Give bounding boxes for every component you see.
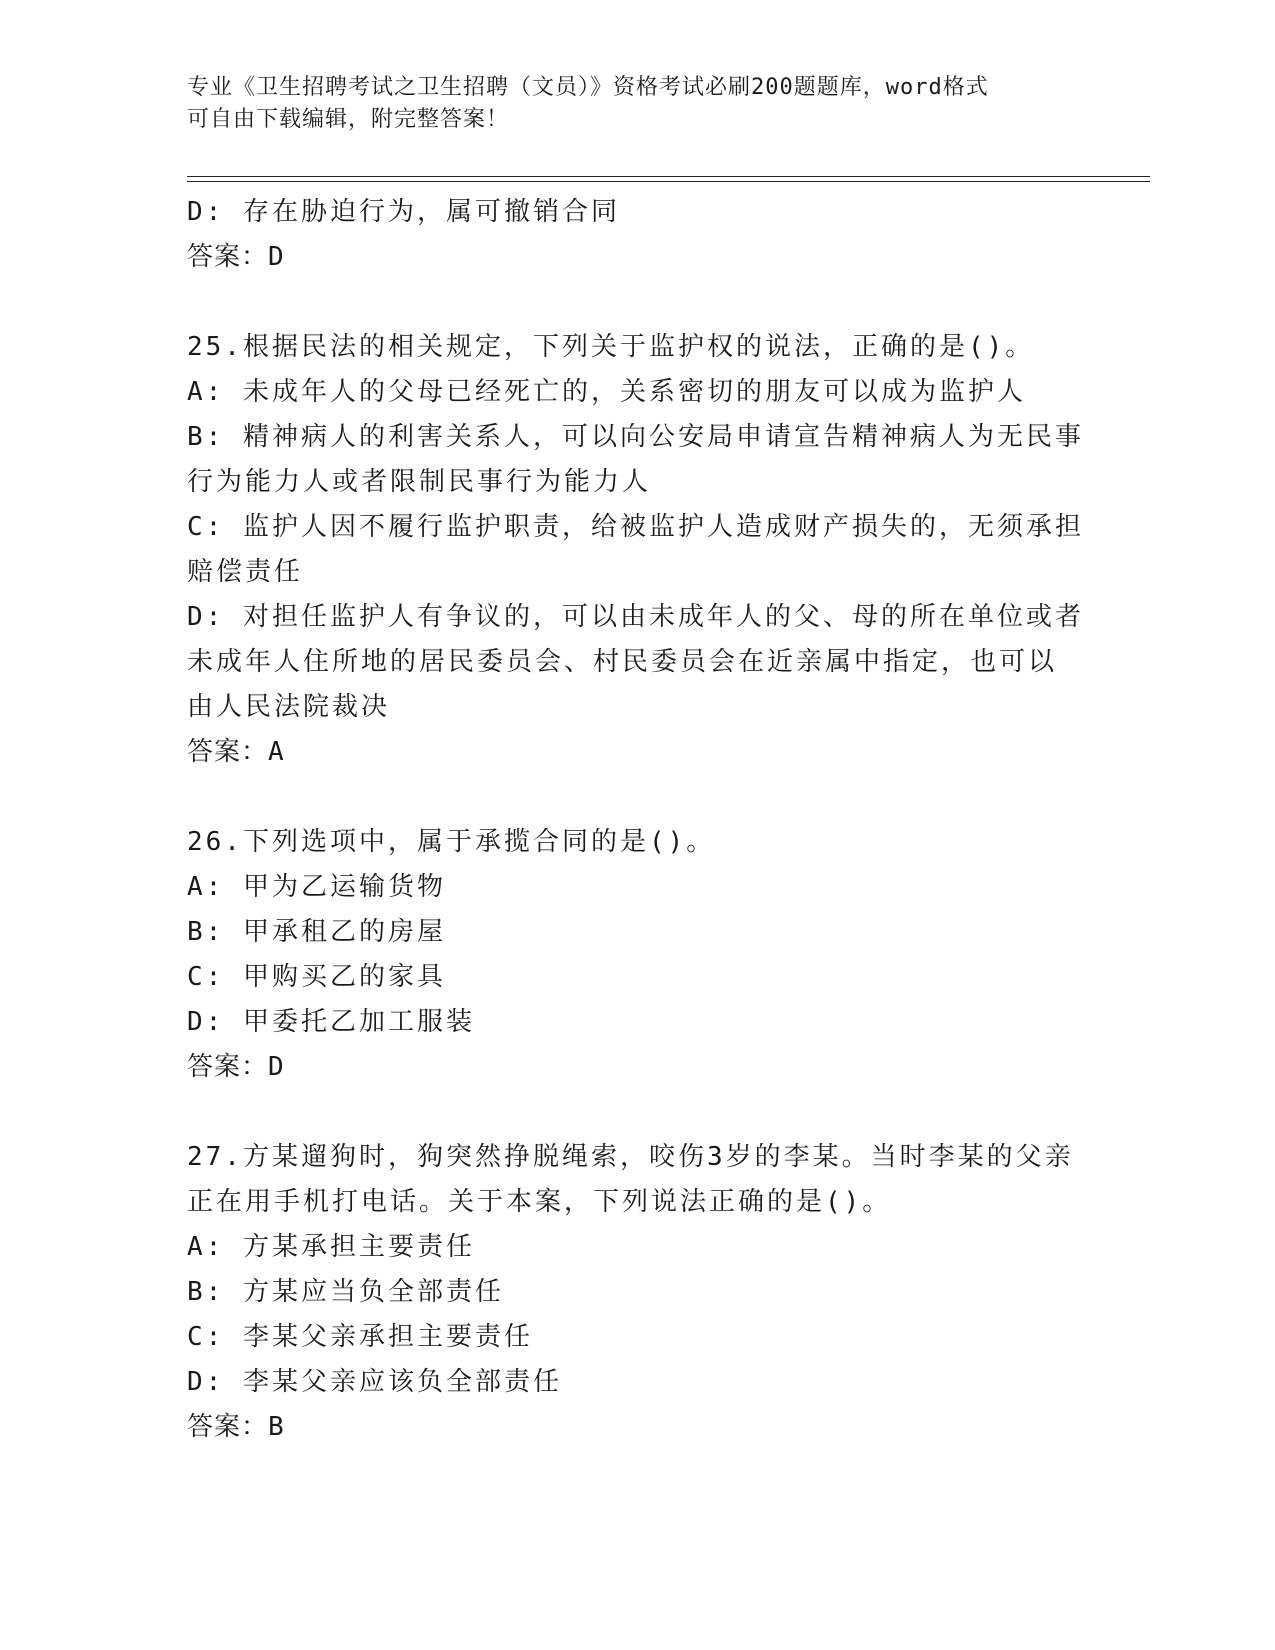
- question-stem: 27.方某遛狗时，狗突然挣脱绳索，咬伤3岁的李某。当时李某的父亲: [187, 1142, 1074, 1172]
- answer-label: 答案：D: [187, 1052, 285, 1082]
- header-line-2: 可自由下载编辑，附完整答案！: [187, 107, 510, 132]
- question-stem: 26.下列选项中，属于承揽合同的是()。: [187, 827, 716, 857]
- option-d-continued: 由人民法院裁决: [187, 692, 391, 722]
- option-a: A: 方某承担主要责任: [187, 1232, 475, 1262]
- option-d: D: 甲委托乙加工服装: [187, 1007, 475, 1037]
- option-c: C: 李某父亲承担主要责任: [187, 1322, 533, 1352]
- answer-label: 答案：A: [187, 737, 285, 767]
- spacer: [187, 280, 1087, 325]
- answer-label: 答案：B: [187, 1412, 285, 1442]
- option-d: D: 对担任监护人有争议的，可以由未成年人的父、母的所在单位或者: [187, 602, 1084, 632]
- option-a: A: 甲为乙运输货物: [187, 872, 446, 902]
- option-a: A: 未成年人的父母已经死亡的，关系密切的朋友可以成为监护人: [187, 377, 1026, 407]
- spacer: [187, 1090, 1087, 1135]
- question-24-tail: [187, 190, 1087, 280]
- spacer: [187, 775, 1087, 820]
- option-c: C: 甲购买乙的家具: [187, 962, 446, 992]
- header-divider-bottom: [187, 181, 1150, 182]
- question-25: [187, 325, 1087, 775]
- header-divider-top: [187, 176, 1150, 177]
- option-d: D: 存在胁迫行为，属可撤销合同: [187, 197, 620, 227]
- option-c: C: 监护人因不履行监护职责，给被监护人造成财产损失的，无须承担: [187, 512, 1084, 542]
- option-b: B: 精神病人的利害关系人，可以向公安局申请宣告精神病人为无民事: [187, 422, 1084, 452]
- question-list: [187, 190, 1087, 1450]
- question-27: [187, 1135, 1087, 1450]
- answer-label: 答案：D: [187, 242, 285, 272]
- option-b: B: 方某应当负全部责任: [187, 1277, 504, 1307]
- question-stem-continued: 正在用手机打电话。关于本案，下列说法正确的是()。: [187, 1187, 892, 1217]
- question-stem: 25.根据民法的相关规定，下列关于监护权的说法，正确的是()。: [187, 332, 1035, 362]
- option-b-continued: 行为能力人或者限制民事行为能力人: [187, 467, 652, 497]
- document-header: [187, 72, 1087, 136]
- option-d-continued: 未成年人住所地的居民委员会、村民委员会在近亲属中指定，也可以: [187, 647, 1058, 677]
- question-26: [187, 820, 1087, 1090]
- header-line-1: 专业《卫生招聘考试之卫生招聘（文员）》资格考试必刷200题题库，word格式: [187, 75, 989, 100]
- option-c-continued: 赔偿责任: [187, 557, 304, 587]
- option-d: D: 李某父亲应该负全部责任: [187, 1367, 562, 1397]
- option-b: B: 甲承租乙的房屋: [187, 917, 446, 947]
